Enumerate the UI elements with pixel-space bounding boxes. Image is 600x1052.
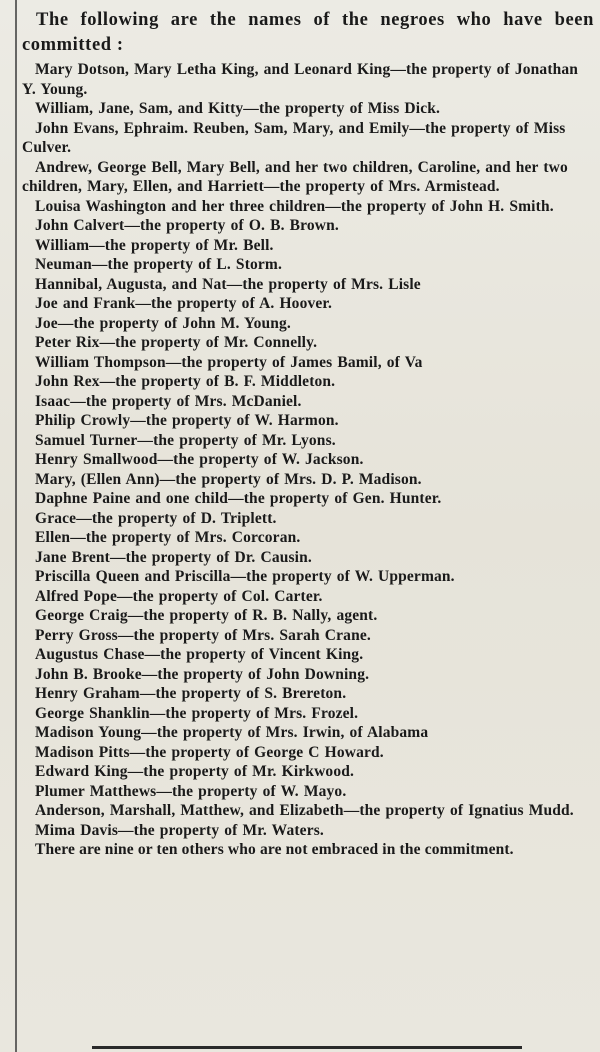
list-item: Edward King—the property of Mr. Kirkwood.: [35, 763, 355, 780]
list-item: Philip Crowly—the property of W. Harmon.: [35, 412, 339, 429]
list-item: Mima Davis—the property of Mr. Waters.: [35, 821, 324, 839]
article: [22, 8, 594, 860]
list-item: Samuel Turner—the property of Mr. Lyons.: [35, 431, 336, 449]
list-item: Jane Brent—the property of Dr. Causin.: [35, 548, 312, 566]
list-item: Grace—the property of D. Triplett.: [35, 509, 277, 527]
article-intro: The following are the names of the negroes who have been committed :: [22, 10, 594, 55]
list-item: Hannibal, Augusta, and Nat—the property of Mrs. Lisle: [35, 275, 421, 293]
list-item: Anderson, Marshall, Matthew, and Elizabeth—the property of Ignatius Mudd.: [35, 802, 574, 819]
list-item: Madison Pitts—the property of George C Howard.: [35, 743, 384, 761]
list-item: Neuman—the property of L. Storm.: [35, 256, 283, 273]
section-divider: [92, 1046, 522, 1049]
article-closing: There are nine or ten others who are not embraced in the commitment.: [35, 841, 514, 858]
list-item: John Calvert—the property of O. B. Brown.: [35, 217, 339, 234]
list-item: Daphne Paine and one child—the property of Gen. Hunter.: [35, 490, 442, 507]
list-item: Henry Graham—the property of S. Brereton.: [35, 685, 347, 702]
list-item: Augustus Chase—the property of Vincent King.: [35, 646, 364, 663]
list-item: Alfred Pope—the property of Col. Carter.: [35, 587, 323, 605]
list-item: Isaac—the property of Mrs. McDaniel.: [35, 392, 302, 410]
list-item: William—the property of Mr. Bell.: [35, 236, 274, 254]
list-item: John B. Brooke—the property of John Downing.: [35, 665, 370, 683]
list-item: Mary Dotson, Mary Letha King, and Leonard King—the property of Jonathan Y. Young.: [22, 61, 579, 98]
list-item: William Thompson—the property of James Bamil, of Va: [35, 353, 423, 371]
list-item: John Evans, Ephraim. Reuben, Sam, Mary, and Emily—the property of Miss Culver.: [22, 119, 566, 156]
list-item: Ellen—the property of Mrs. Corcoran.: [35, 529, 301, 546]
list-item: Plumer Matthews—the property of W. Mayo.: [35, 782, 347, 800]
list-item: John Rex—the property of B. F. Middleton.: [35, 373, 336, 390]
list-item: Peter Rix—the property of Mr. Connelly.: [35, 334, 318, 351]
list-item: Joe and Frank—the property of A. Hoover.: [35, 295, 333, 312]
list-item: Perry Gross—the property of Mrs. Sarah Crane.: [35, 626, 371, 644]
committed-list: [22, 60, 594, 840]
list-item: Andrew, George Bell, Mary Bell, and her two children, Caroline, and her two children, Mary, Ellen, and Harriett—the property of Mrs. Armistead.: [22, 158, 568, 195]
list-item: George Craig—the property of R. B. Nally, agent.: [35, 607, 378, 624]
column-rule: [15, 0, 17, 1052]
list-item: George Shanklin—the property of Mrs. Frozel.: [35, 704, 359, 722]
list-item: Henry Smallwood—the property of W. Jackson.: [35, 451, 364, 468]
list-item: Joe—the property of John M. Young.: [35, 314, 291, 332]
list-item: William, Jane, Sam, and Kitty—the property of Miss Dick.: [35, 100, 441, 117]
list-item: Mary, (Ellen Ann)—the property of Mrs. D. P. Madison.: [35, 470, 422, 488]
list-item: Louisa Washington and her three children—the property of John H. Smith.: [35, 197, 554, 215]
list-item: Priscilla Queen and Priscilla—the property of W. Upperman.: [35, 568, 455, 585]
list-item: Madison Young—the property of Mrs. Irwin, of Alabama: [35, 724, 429, 741]
